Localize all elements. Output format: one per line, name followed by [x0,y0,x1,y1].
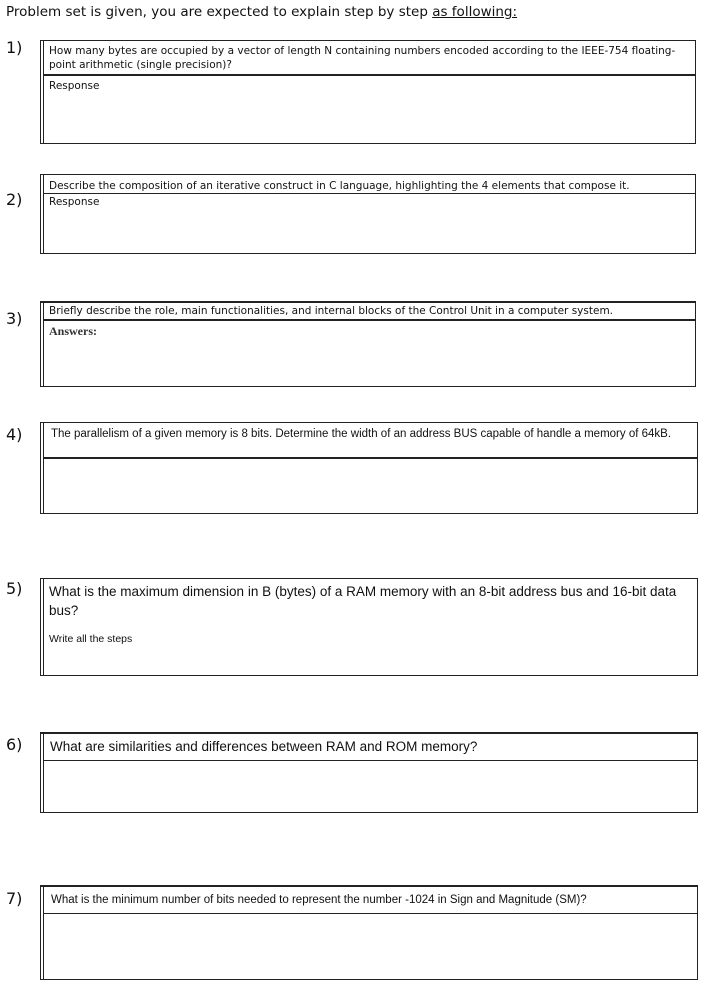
question-4-divider [43,457,697,459]
question-2-divider [43,193,695,194]
question-2-box [40,174,696,254]
question-5-number: 5) [6,579,23,598]
question-7-text: What is the minimum number of bits needed to represent the number -1024 in Sign and Magnitude (SM)? [51,894,587,906]
question-7-number: 7) [6,889,23,908]
question-3-divider [43,319,695,321]
question-6-number: 6) [6,735,23,754]
question-1-box [40,40,696,144]
question-7-box [40,885,698,980]
question-1-divider [43,74,695,76]
question-1-text: How many bytes are occupied by a vector of length N containing numbers encoded according to the IEEE-754 floating-point arithmetic (single precision)? [49,45,676,71]
question-5-text: What is the maximum dimension in B (bytes) of a RAM memory with an 8-bit address bus and 16-bit data bus? [49,584,677,618]
question-5-box [40,578,698,676]
question-6-box [40,732,698,813]
instructions-underlined: as following: [432,4,518,20]
question-7-divider [43,913,697,914]
question-4-number: 4) [6,425,23,444]
question-6-divider [43,760,697,761]
question-2-text: Describe the composition of an iterative construct in C language, highlighting the 4 elements that compose it. [49,180,630,192]
question-4-text: The parallelism of a given memory is 8 bits. Determine the width of an address BUS capable of handle a memory of 64kB. [51,428,672,440]
question-3-text: Briefly describe the role, main functionalities, and internal blocks of the Control Unit in a computer system. [49,305,614,317]
question-3-response-label: Answers: [49,324,97,338]
question-5-response-label: Write all the steps [49,633,133,645]
question-3-number: 3) [6,309,23,328]
instructions: Problem set is given, you are expected to explain step by step as following: [6,4,518,20]
question-1-response-label: Response [49,80,100,92]
question-1-number: 1) [6,38,23,57]
question-6-text: What are similarities and differences between RAM and ROM memory? [50,739,478,754]
question-3-box [40,301,696,387]
question-2-response-label: Response [49,196,100,208]
question-2-number: 2) [6,190,23,209]
question-4-box [40,422,698,514]
